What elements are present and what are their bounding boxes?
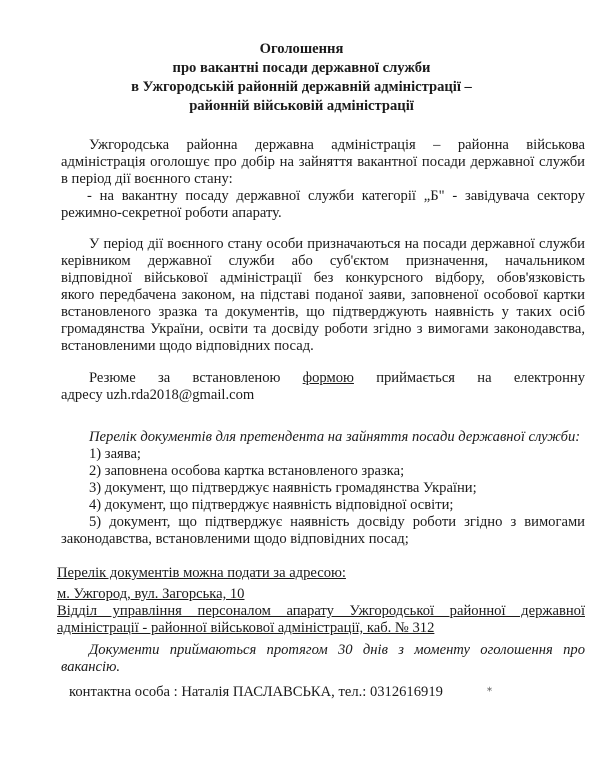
resume-word: встановленою [192, 370, 281, 386]
body-line: встановленими щодо відповідних посад. [61, 338, 314, 354]
address-department: адміністрації - районної військової адміністрації, каб. № 312 [57, 620, 435, 636]
resume-paragraph [61, 370, 585, 404]
vacancy-line: режимно-секретної роботи апарату. [61, 205, 282, 221]
body-line: громадянства України, освіти та досвіду роботи згідно з вимогами законодавства, [61, 321, 585, 337]
list-item: законодавства, встановленими щодо відповідних посад; [61, 531, 409, 547]
documents-list [61, 429, 585, 548]
intro-line: адміністрація оголошує про добір на зайняття вакантної посади державної служби [61, 154, 585, 170]
resume-word: Резюме [89, 370, 136, 386]
resume-word: на [477, 370, 492, 386]
address-street: м. Ужгород, вул. Загорська, 10 [57, 586, 245, 602]
title-line: районній військовій адміністрації [189, 98, 414, 114]
list-item: 1) заява; [89, 446, 141, 462]
list-item: 3) документ, що підтверджує наявність громадянства України; [89, 480, 477, 496]
address-department: Відділ управління персоналом апарату Ужгородської районної державної [57, 603, 585, 619]
title-line: про вакантні посади державної служби [172, 60, 431, 76]
form-link[interactable]: формою [302, 370, 354, 386]
body-line: встановленого зразка та документів, що підтверджують наявність у таких осіб [61, 304, 585, 320]
title-line: Оголошення [259, 41, 344, 57]
email-line: адресу uzh.rda2018@gmail.com [61, 387, 255, 403]
body-line: У період дії воєнного стану особи призначаються на посади державної служби [89, 236, 585, 252]
list-item: 4) документ, що підтверджує наявність відповідної освіти; [89, 497, 454, 513]
body-line: якого передбачена законом, на підставі поданої заяви, заповненої особової картки [61, 287, 585, 303]
resume-word: електронну [513, 370, 586, 386]
pen-mark-icon: ⁎ [487, 683, 492, 694]
martial-law-paragraph [61, 236, 585, 355]
deadline-line: вакансію. [61, 659, 121, 675]
documents-heading: Перелік документів для претендента на зайняття посади державної служби: [89, 429, 581, 445]
intro-line: в період дії воєнного стану: [61, 171, 233, 187]
deadline-note [61, 642, 585, 676]
resume-word: за [158, 370, 171, 386]
page-title [0, 40, 603, 116]
contact-line: контактна особа : Наталія ПАСЛАВСЬКА, тел.: 0312616919 [69, 684, 443, 700]
resume-word: приймається [376, 370, 456, 386]
body-line: керівником державної служби або суб'єктом призначення, начальником [61, 253, 585, 269]
intro-line: Ужгородська районна державна адміністрація – районна військова [89, 137, 585, 153]
intro-paragraph [61, 137, 585, 222]
address-block [57, 565, 585, 637]
list-item: 5) документ, що підтверджує наявність досвіду роботи згідно з вимогами [89, 514, 585, 530]
deadline-line: Документи приймаються протягом 30 днів з моменту оголошення про [89, 642, 585, 658]
resume-line [61, 370, 585, 387]
title-line: в Ужгородській районній державній адміністрації – [131, 79, 472, 95]
address-heading: Перелік документів можна подати за адресою: [57, 565, 346, 581]
body-line: відповідної військової адміністрації без конкурсного відбору, обов'язковість [61, 270, 585, 286]
vacancy-line: - на вакантну посаду державної служби категорії „Б" - завідувача сектору [87, 188, 585, 204]
contact-person [69, 684, 569, 701]
list-item: 2) заповнена особова картка встановленого зразка; [89, 463, 405, 479]
